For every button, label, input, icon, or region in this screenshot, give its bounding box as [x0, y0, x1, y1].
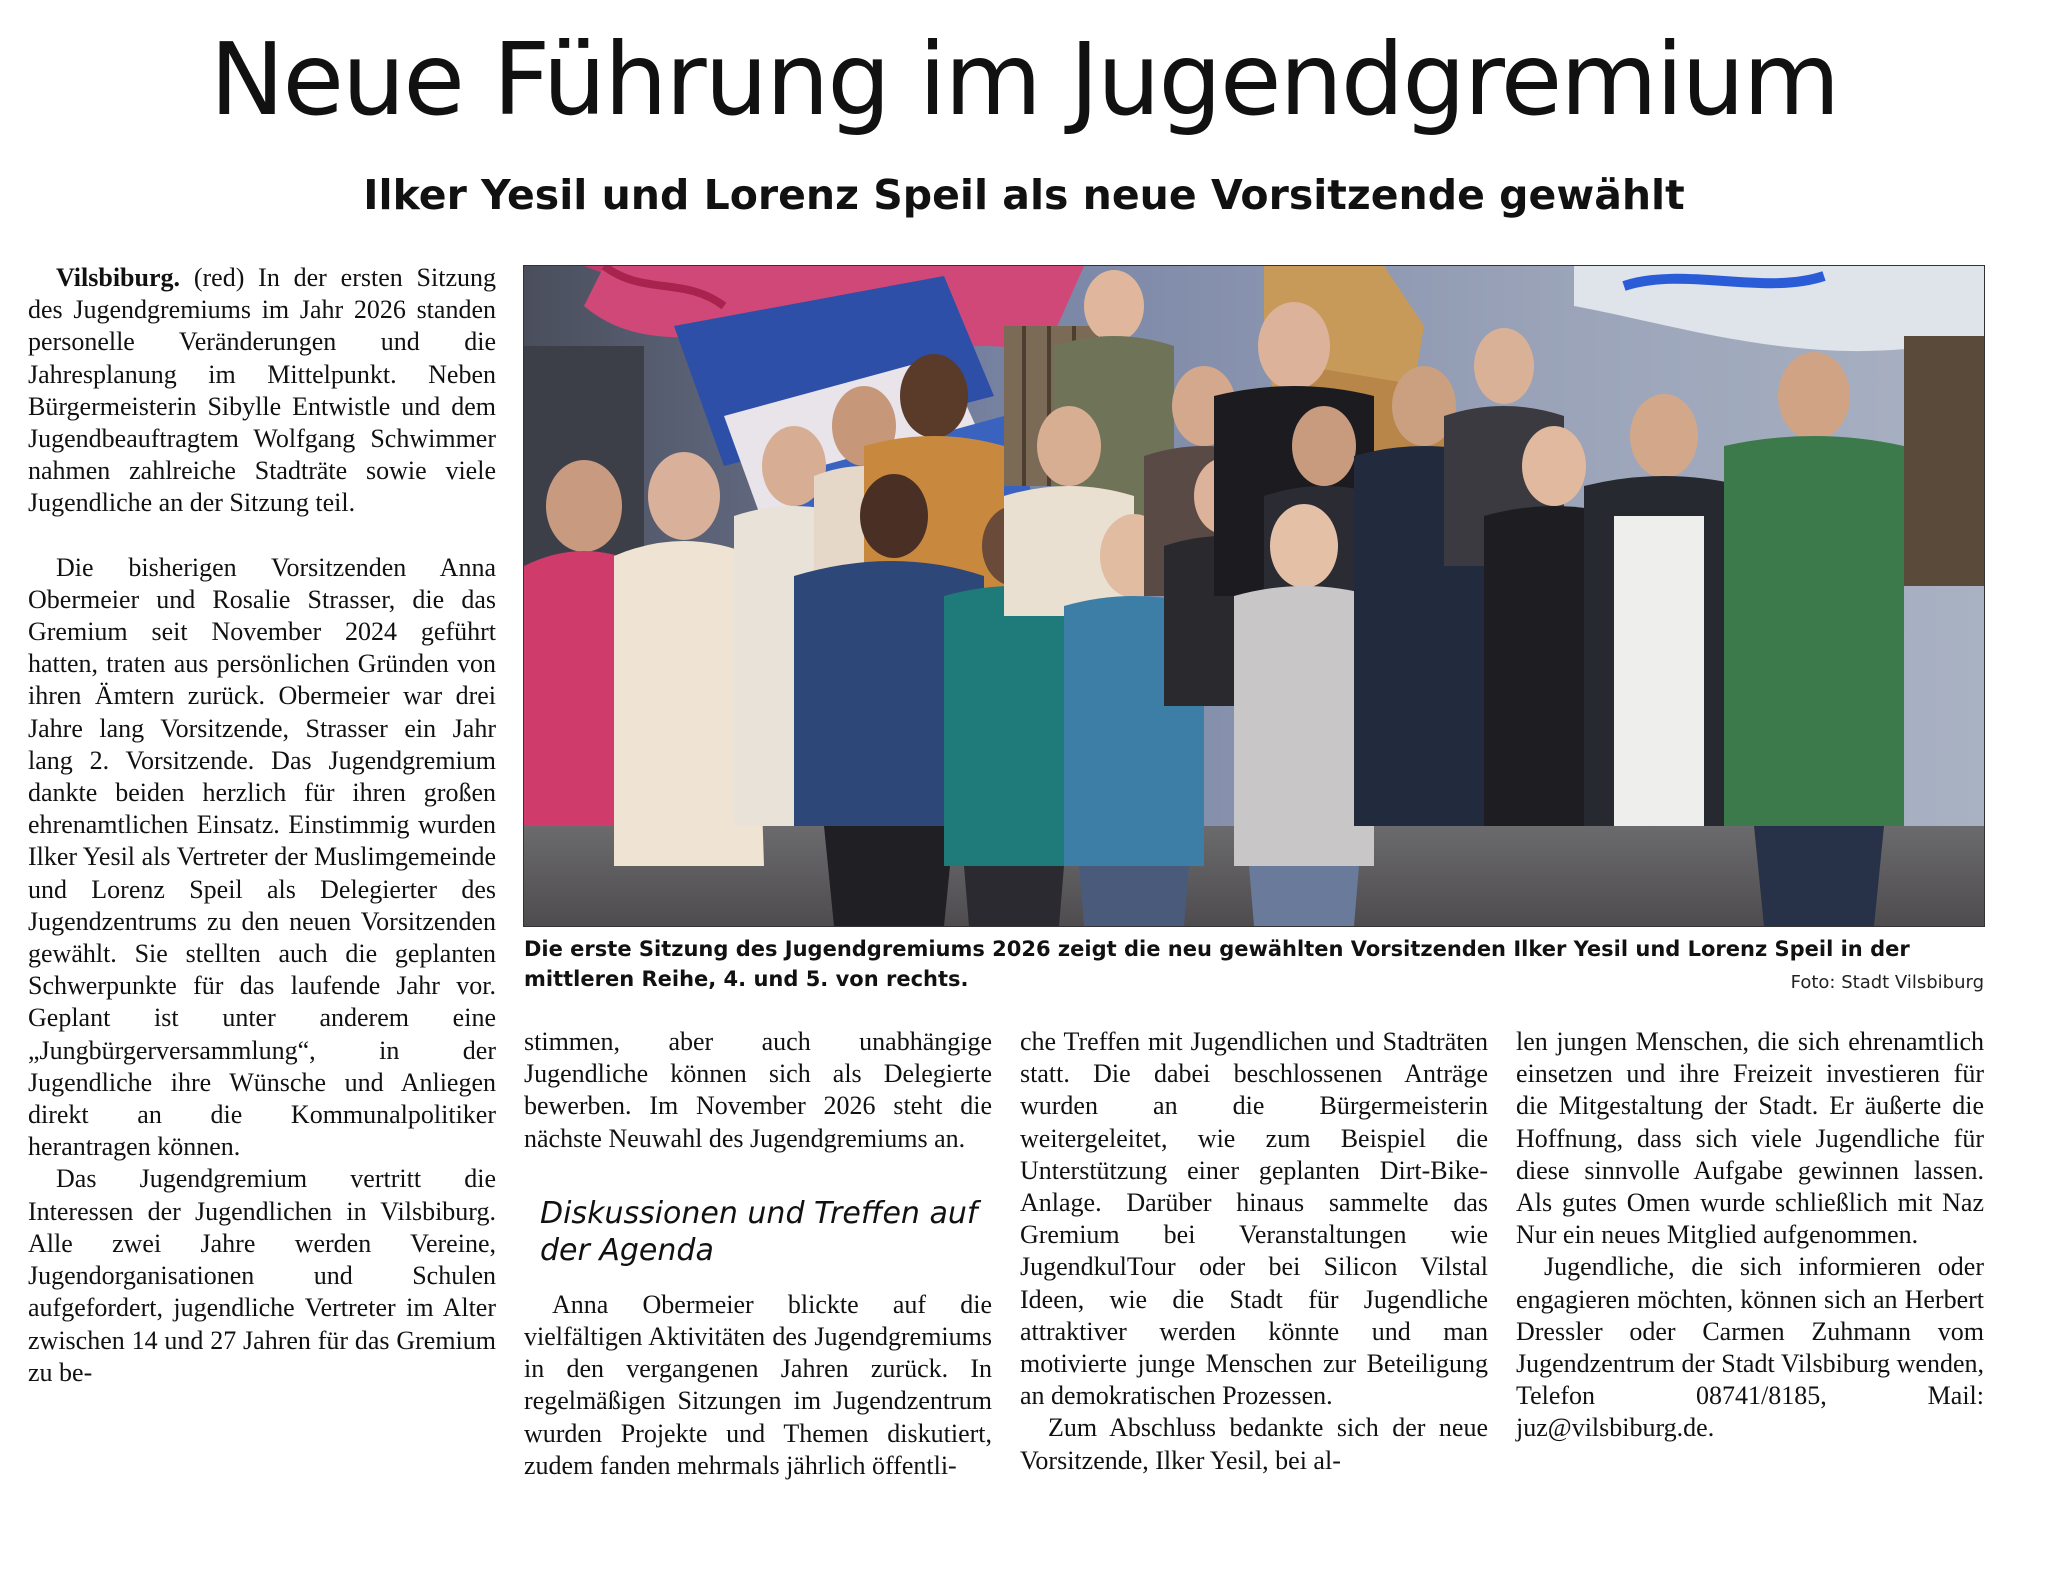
paragraph-contact: Jugendliche, die sich informieren oder engagieren möchten, können sich an Herbert Dressler oder Carmen Zuhmann vom Jugendzentrum der Stadt Vilsbiburg wenden, Telefon 08741/8185, Mail: juz@vilsbiburg.de. [1516, 1252, 1984, 1443]
paragraph-resignation: Die bisherigen Vorsitzenden Anna Obermeier und Rosalie Strasser, die das Gremium seit November 2024 geführt hatten, traten aus persönlichen Gründen von ihren Ämtern zurück. Obermeier war drei Jahre lang Vorsitzende, Strasser ein Jahr lang 2. Vorsitzende. Das Jugendgremium dankte beiden herzlich für ihren großen ehrenamtlichen Einsatz. Einstimmig wurden Ilker Yesil als Vertreter der Muslimgemeinde und Lorenz Speil als Delegierter des Jugendzentrums zu den neuen Vorsitzenden gewählt. Sie stellten auch die geplanten Schwerpunkte für das laufende Jahr vor. Geplant ist unter anderem eine „Jungbürgerversammlung“, in der Jugendliche ihre Wünsche und Anliegen direkt an die Kommunalpolitiker herantragen können. [28, 552, 496, 1162]
dateline: Vilsbiburg. [56, 263, 181, 292]
group-photo [523, 265, 1985, 927]
paragraph-representation-end: stimmen, aber auch unabhängige Jugendliche können sich als Delegierte bewerben. Im November 2026 steht die nächste Neuwahl des Jugendgremiums an. [524, 1027, 992, 1153]
column-1 [28, 262, 496, 1389]
paragraph-representation-start: Das Jugendgremium vertritt die Interessen der Jugendlichen in Vilsbiburg. Alle zwei Jahre werden Vereine, Jugendorganisationen und Schulen aufgefordert, jugendliche Vertreter im Alter zwischen 14 und 27 Jahren für das Gremium zu be- [28, 1164, 496, 1387]
column-4 [1516, 1026, 1984, 1445]
photo-credit: Foto: Stadt Vilsbiburg [1790, 972, 1984, 993]
paragraph-closing-start: Zum Abschluss bedankte sich der neue Vorsitzende, Ilker Yesil, bei al- [1020, 1413, 1488, 1475]
paragraph-closing-end: len jungen Menschen, die sich ehrenamtlich einsetzen und ihre Freizeit investieren für die Mitgestaltung der Stadt. Er äußerte die Hoffnung, dass sich viele Jugendliche für diese sinnvolle Aufgabe gewinnen lassen. Als gutes Omen wurde schließlich mit Naz Nur ein neues Mitglied aufgenommen. [1516, 1027, 1984, 1250]
headline: Neue Führung im Jugendgremium [209, 21, 1839, 138]
column-2 [524, 1026, 992, 1482]
column-3 [1020, 1026, 1488, 1477]
paragraph-activities-end: che Treffen mit Jugendlichen und Stadträten statt. Die dabei beschlossenen Anträge wurden an die Bürgermeisterin weitergeleitet, wie zum Beispiel die Unterstützung einer geplanten Dirt-Bike-Anlage. Darüber hinaus sammelte das Gremium bei Veranstaltungen wie JugendkulTour oder bei Silicon Vilstal Ideen, wie die Stadt für Jugendliche attraktiver werden könnte und man motivierte junge Menschen zur Beteiligung an demokratischen Prozessen. [1020, 1027, 1488, 1411]
subheadline: Ilker Yesil und Lorenz Speil als neue Vorsitzende gewählt [363, 171, 1685, 219]
crosshead: Diskussionen und Treffen auf der Agenda [540, 1195, 978, 1268]
paragraph-intro-text: (red) In der ersten Sitzung des Jugendgremiums im Jahr 2026 standen personelle Veränderungen und die Jahresplanung im Mittelpunkt. Neben Bürgermeisterin Sibylle Entwistle und dem Jugendbeauftragtem Wolfgang Schwimmer nahmen zahlreiche Stadträte sowie viele Jugendliche an der Sitzung teil. [28, 263, 496, 518]
paragraph-activities-start: Anna Obermeier blickte auf die vielfältigen Aktivitäten des Jugendgremiums in den vergangenen Jahren zurück. In regelmäßigen Sitzungen im Jugendzentrum wurden Projekte und Themen diskutiert, zudem fanden mehrmals jährlich öffentli- [524, 1289, 992, 1480]
photo-caption: Die erste Sitzung des Jugendgremiums 2026 zeigt die neu gewählten Vorsitzenden Ilker Yesil und Lorenz Speil in der mittleren Reihe, 4. und 5. von rechts. [524, 937, 1910, 991]
paragraph-intro [28, 262, 496, 520]
